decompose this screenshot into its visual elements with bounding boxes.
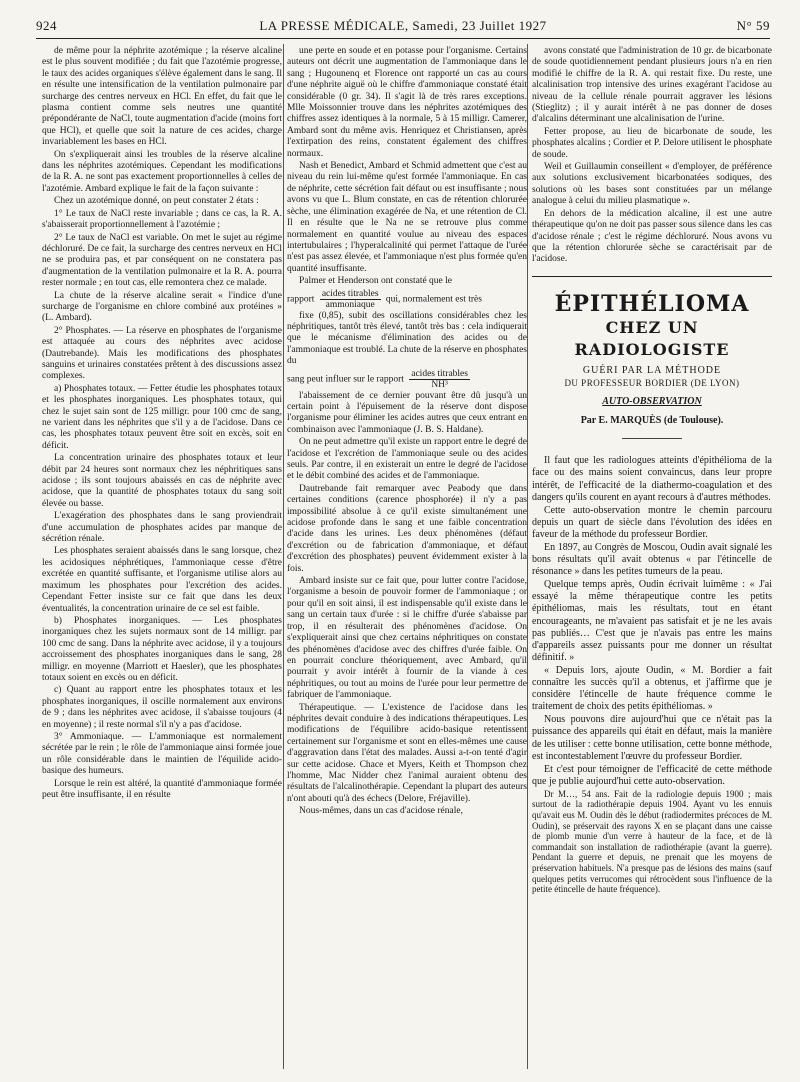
fraction-numerator: acides titrables: [411, 368, 468, 379]
article-title-line-2: CHEZ UN RADIOLOGISTE: [574, 317, 730, 359]
article-title: ÉPITHÉLIOMA: [554, 290, 750, 317]
paragraph: Lorsque le rein est altéré, la quantité d'ammoniaque formée peut être insuffisante, il en résulte: [42, 778, 282, 800]
formula-suffix: qui, normalement est très: [385, 294, 482, 305]
column-1-paragraphs: [42, 46, 282, 801]
paragraph: avons constaté que l'administration de 10 gr. de bicarbonate de soude quotidiennement pendant plusieurs jours n'a en rien modifié le chiffre de la R. A. qui restait fixe. Du reste, une alcalinisation trop intensive des urines exagérant l'acidose au niveau de la cellule rénale pourrait aggraver les lésions (Stieglitz) ; il y aurait intérêt à ne pas donner de doses d'alcalins déterminant une alcalinisation de l'urine.: [532, 46, 772, 125]
paragraph: Et c'est pour témoigner de l'efficacité de cette méthode que je publie aujourd'hui cette auto-observation.: [532, 763, 772, 787]
paragraph: Les phosphates seraient abaissés dans le sang lorsque, chez les acidosiques néphrétiques, l'ammoniaque cesse d'être excrétée en quantité suffisante, et l'organisme utilise alors au maximum les phosphates pour l'excrétion des acides. Cependant Fetter insiste sur ce fait que dans les deux éventualités, la concentration urinaire de ce sel est faible.: [42, 546, 282, 614]
paragraph: On s'expliquerait ainsi les troubles de la réserve alcaline dans les néphrites azotémiques. Cependant les modifications de la R. A. ne sont pas exactement proportionnelles à celles de l'azotémie. Ambard explique le fait de la façon suivante :: [42, 149, 282, 194]
column-divider: [527, 44, 528, 1069]
column-divider: [283, 44, 284, 1069]
journal-masthead: LA PRESSE MÉDICALE, Samedi, 23 Juillet 1927: [259, 18, 547, 33]
column-2-paragraphs-b: [287, 311, 527, 368]
article-byline: Par E. MARQUÈS (de Toulouse).: [580, 414, 724, 426]
page-number: 924: [36, 18, 57, 33]
article-subtitle-author: DU PROFESSEUR BORDIER (DE LYON): [564, 378, 740, 389]
paragraph: Dautrebande fait remarquer avec Peabody que dans certaines conditions (carence phosphorée) il n'y a pas impossibilité absolue à ce qu'il existe simultanément une acidose profonde dans le sang et une faible concentration d'acide dans les urines. Les deux phénomènes (défaut d'excrétion ou de fabrication d'ammoniaque, et défaut d'excrétion des phosphates) peuvent évidemment exister à la fois.: [287, 483, 527, 574]
paragraph: l'abaissement de ce dernier pouvant être dû jusqu'à un certain point à l'épuisement de la réserve dont dispose l'organisme pour éliminer les acides autres que ceux entrant en combinaison avec l'ammoniaque (J. B. S. Haldane).: [287, 390, 527, 435]
paragraph: En dehors de la médication alcaline, il est une autre thérapeutique qu'on ne doit pas passer sous silence dans les cas d'acidose rénale ; c'est le régime déchloruré. Nous avons vu que la rétention chlorurée sèche se caractérisait par de l'acidose.: [532, 208, 772, 265]
ratio-formula: [287, 369, 527, 390]
paragraph: « Depuis lors, ajoute Oudin, « M. Bordier a fait connaître les succès qu'il a obtenus, et j'affirme que je considère l'étincelle de haute fréquence comme le traitement de choix des petits épithéliomas. »: [532, 664, 772, 713]
issue-number: N° 59: [736, 18, 770, 33]
paragraph: Nous pouvons dire aujourd'hui que ce n'était pas la puissance des appareils qui était en défaut, mais la manière de les utiliser : cette bonne utilisation, cette bonne méthode, est incontestablement l'œuvre du professeur Bordier.: [532, 714, 772, 762]
paragraph: 1° Le taux de NaCl reste invariable ; dans ce cas, la R. A. s'abaisserait proportionnellement à l'azotémie ;: [42, 208, 282, 231]
paragraph: Chez un azotémique donné, on peut constater 2 états :: [54, 196, 259, 207]
paragraph: 3° Ammoniaque. — L'ammoniaque est normalement sécrétée par le rein ; le rôle de l'ammoniaque ainsi formée joue un rôle considérable dans le maintien de l'équilide acido-basique des humeurs.: [42, 731, 282, 777]
paragraph: a) Phosphates totaux. — Fetter étudie les phosphates totaux et les phosphates inorganiques. Les phosphates totaux, qui chez le sujet sain sont de 125 milligr. pour 100 cmc de sang, ne varient dans les néphrites que s'il y a de l'acidose. Dans ce cas, les phosphates totaux peuvent être soit en excès, soit en déficit.: [42, 383, 282, 451]
paragraph: Thérapeutique. — L'existence de l'acidose dans les néphrites devait conduire à des indications thérapeutiques. Les modifications de l'équilibre acido-basique retentissent certainement sur l'organisme et sont en elles-mêmes une cause d'aggravation dans l'état des malades. Aussi a-t-on tenté d'agir sur cette acidose. Chace et Myers, Keith et Thompson chez l'homme, Mac Nidder chez l'animal auraient obtenu des résultats de l'alcalinothérapie. Cependant la plupart des auteurs n'ont abouti qu'à des échecs (Delore, Fréjaville).: [287, 702, 527, 804]
paragraph: fixe (0,85), subit des oscillations considérables chez les néphritiques, tantôt très élevé, tantôt très bas : cela indiquerait que le mécanisme d'élimination des acides ou de l'ammoniaque est troublé. La chute de la réserve en phosphates du: [287, 310, 527, 367]
paragraph: une perte en soude et en potasse pour l'organisme. Certains auteurs ont décrit une augmentation de l'ammoniaque dans le sang ; Hugounenq et Florence ont rapporté un cas au cours d'une néphrite aiguë où le chiffre d'ammoniaque constaté était considérable (0 gr. 34). Il s'agit là de très rares exceptions. Mlle Moissonnier trouve dans les néphrites azotémiques des chiffres assez identiques à la normale, 5 à 15 milligr. Camerer, Ambard sont du même avis. Henriquez et Christiansen, après l'extirpation des reins, constatent également des chiffres normaux.: [287, 46, 527, 159]
paragraph: c) Quant au rapport entre les phosphates totaux et les phosphates inorganiques, il oscille normalement aux environs de 9 ; dans les néphrites avec acidose, il s'abaisse toujours (4 en moyenne) ; il reste normal s'il n'y a pas d'acidose.: [42, 685, 282, 730]
fraction-denominator: NH³: [431, 379, 448, 390]
paragraph: Nash et Benedict, Ambard et Schmid admettent que c'est au niveau du rein lui-même qu'est formée l'ammoniaque. En cas de néphrite, cette sécrétion fait défaut ou est insuffisante ; nous avons vu que L. Blum constate, en cas de rétention chlorurée sèche, une élimination exagérée de Na, et une rétention de Cl. Il en résulte que le Na ne se retrouve plus comme normalement en quantité voulue au niveau des espaces intertubulaires ; l'hyperalcalinité qui permet l'attaque de l'urée n'est pas assez élevée, et l'ammoniaque n'est plus formée qu'en quantité insuffisante.: [287, 161, 527, 274]
fraction: [409, 369, 470, 390]
fraction-numerator: acides titrables: [321, 288, 379, 299]
fraction-denominator: ammoniaque: [325, 299, 375, 310]
column-2-paragraphs-a: [287, 46, 527, 288]
paragraph: Weil et Guillaumin conseillent « d'employer, de préférence aux solutions exclusivement bicarbonatées sodiques, des solutions où les bases sont constituées par un mélange analogue à celui du milieu plasmatique ».: [532, 162, 772, 207]
paragraph: Quelque temps après, Oudin écrivait luimême : « J'ai essayé la même thérapeutique contre les petits épithéliomas, mais les résultats, tout en étant encourageants, ne m'avaient pas satisfait et je ne les avais pas publiés… C'est que je n'avais pas entre les mains d'appareils assez puissants pour me donner un résultat définitif. »: [532, 579, 772, 663]
paragraph: Il faut que les radiologues atteints d'épithélioma de la face ou des mains soient convaincus, dans leur propre intérêt, de l'efficacité de la diathermo-coagulation et des dangers qu'ils courent en ayant recours à d'autres méthodes.: [532, 455, 772, 503]
paragraph: Cette auto-observation montre le chemin parcouru depuis un quart de siècle dans l'évolution des idées en faveur de la méthode du professeur Bordier.: [532, 504, 772, 540]
article-kicker: AUTO-OBSERVATION: [602, 395, 702, 407]
paragraph: Nous-mêmes, dans un cas d'acidose rénale,: [299, 806, 463, 817]
paragraph: Fetter propose, au lieu de bicarbonate de soude, les phosphates alcalins ; Cordier et P. Delore utilisent le phosphate de soude.: [532, 126, 772, 160]
paragraph: b) Phosphates inorganiques. — Les phosphates inorganiques chez les sujets normaux sont de 14 milligr. par 100 cmc de sang. Dans la néphrite avec acidose, il y a toujours accroissement des phosphates inorganiques dans le sang, 28 milligr. en moyenne (Marriott et Haesler), que les phosphates totaux soient en excès ou en déficit.: [42, 615, 282, 683]
paragraph: On ne peut admettre qu'il existe un rapport entre le degré de l'acidose et l'excrétion de l'ammoniaque seule ou des acides seuls. Par contre, il en existerait un entre le degré de l'acidose et le débit combiné des acides et de l'ammoniaque.: [287, 437, 527, 482]
column-3: [532, 46, 772, 1070]
column-2-paragraphs-c: [287, 391, 527, 818]
column-3-paragraphs-a: [532, 46, 772, 266]
column-2: [287, 46, 527, 1070]
page-header: [36, 18, 770, 40]
column-1: [42, 46, 282, 1070]
article-subtitle: GUÉRI PAR LA MÉTHODE: [582, 364, 722, 376]
case-report: [532, 789, 772, 895]
fraction: [320, 289, 381, 310]
header-rule: [36, 38, 770, 39]
paragraph: 2° Le taux de NaCl est variable. On met le sujet au régime déchloruré. De ce fait, la surcharge des centres nerveux en HCl ne se produira pas, et par conséquent on ne constatera pas d'augmentation de la ventilation pulmonaire et la R. A. pourra rester normale ; en tout cas, elle remontera chez ce malade.: [42, 232, 282, 289]
paragraph: 2° Phosphates. — La réserve en phosphates de l'organisme est attaquée au cours des néphrites avec acidose (Dautrebande). Mais les modifications des phosphates sanguins et urinaires constatées prêtent à des discussions assez complexes.: [42, 325, 282, 382]
paragraph: de même pour la néphrite azotémique ; la réserve alcaline est le plus souvent modifiée ; du fait que l'azotémie progresse, le taux des acides organiques s'élève également dans le sang. Il en résulte une intensification de la ventilation pulmonaire par surcharge des centres nerveux en HCl. En effet, du fait que le plasma contient comme sels neutres une quantité prépondérante de NaCl, toute augmentation d'acide (moins fort que HCl), et quelle que soit la nature de ces acides, charge invariablement les bases en HCl.: [42, 46, 282, 148]
formula-prefix: rapport: [287, 294, 315, 305]
paragraph: Dr M…, 54 ans. Fait de la radiologie depuis 1900 ; mais surtout de la radiothérapie depuis 1904. Ayant vu les ennuis qu'avait eus M. Oudin dès le début (radiodermites précoces de M. Oudin), se préservait des rayons X en se plaçant dans une caisse de plomb munie d'un verre à hauteur de la face, et de là commandait son installation de radiothérapie (avant la guerre). Pendant la guerre et depuis, ne prenait que les moyens de préservation habituels. N'a presque pas de lésions des mains (sauf quelques petits verrucomes qui rétrocèdent sous l'influence de la petite étincelle de haute fréquence).: [532, 788, 772, 895]
formula-prefix: sang peut influer sur le rapport: [287, 374, 404, 385]
article-heading: [532, 276, 772, 440]
paragraph: La chute de la réserve alcaline serait « l'indice d'une surcharge de l'organisme en chlore combiné aux protéines » (L. Ambard).: [42, 290, 282, 324]
article-separator: [622, 438, 682, 439]
paragraph: L'exagération des phosphates dans le sang proviendrait d'une accumulation de phosphates acides par manque de sécrétion rénale.: [42, 511, 282, 545]
paragraph: Palmer et Henderson ont constaté que le: [299, 276, 453, 287]
column-3-paragraphs-b: [532, 455, 772, 788]
paragraph: La concentration urinaire des phosphates totaux et leur débit par 24 heures sont normaux chez les néphritiques sans acidose ; ils sont toujours abaissés en cas de néphrite avec acidose, que la quantité de phosphates totaux du sang soit élevée ou basse.: [42, 453, 282, 509]
paragraph: En 1897, au Congrès de Moscou, Oudin avait signalé les bons résultats qu'il avait obtenus « par l'étincelle de résonance » dans les petites tumeurs de la peau.: [532, 542, 772, 578]
ratio-formula: [287, 289, 527, 310]
paragraph: Ambard insiste sur ce fait que, pour lutter contre l'acidose, l'organisme a besoin de pouvoir former de l'ammoniaque ; or pour qu'il en soit ainsi, il est indispensable qu'il existe dans le sang un certain taux d'urée : si le chiffre d'urée s'abaisse par trop, il en résulterait des phénomènes d'acidose. On s'expliquerait ainsi que chez certains néphritiques on constate des phénomènes d'acidose avec des chiffres d'urée faible. On en pourrait conclure théoriquement, avec Ambard, qu'il pourrait y avoir intérêt à fournir de la viande à ces néphritiques, ou tout au moins de l'urée pour leur permettre de fabriquer de l'ammoniaque.: [287, 576, 527, 701]
